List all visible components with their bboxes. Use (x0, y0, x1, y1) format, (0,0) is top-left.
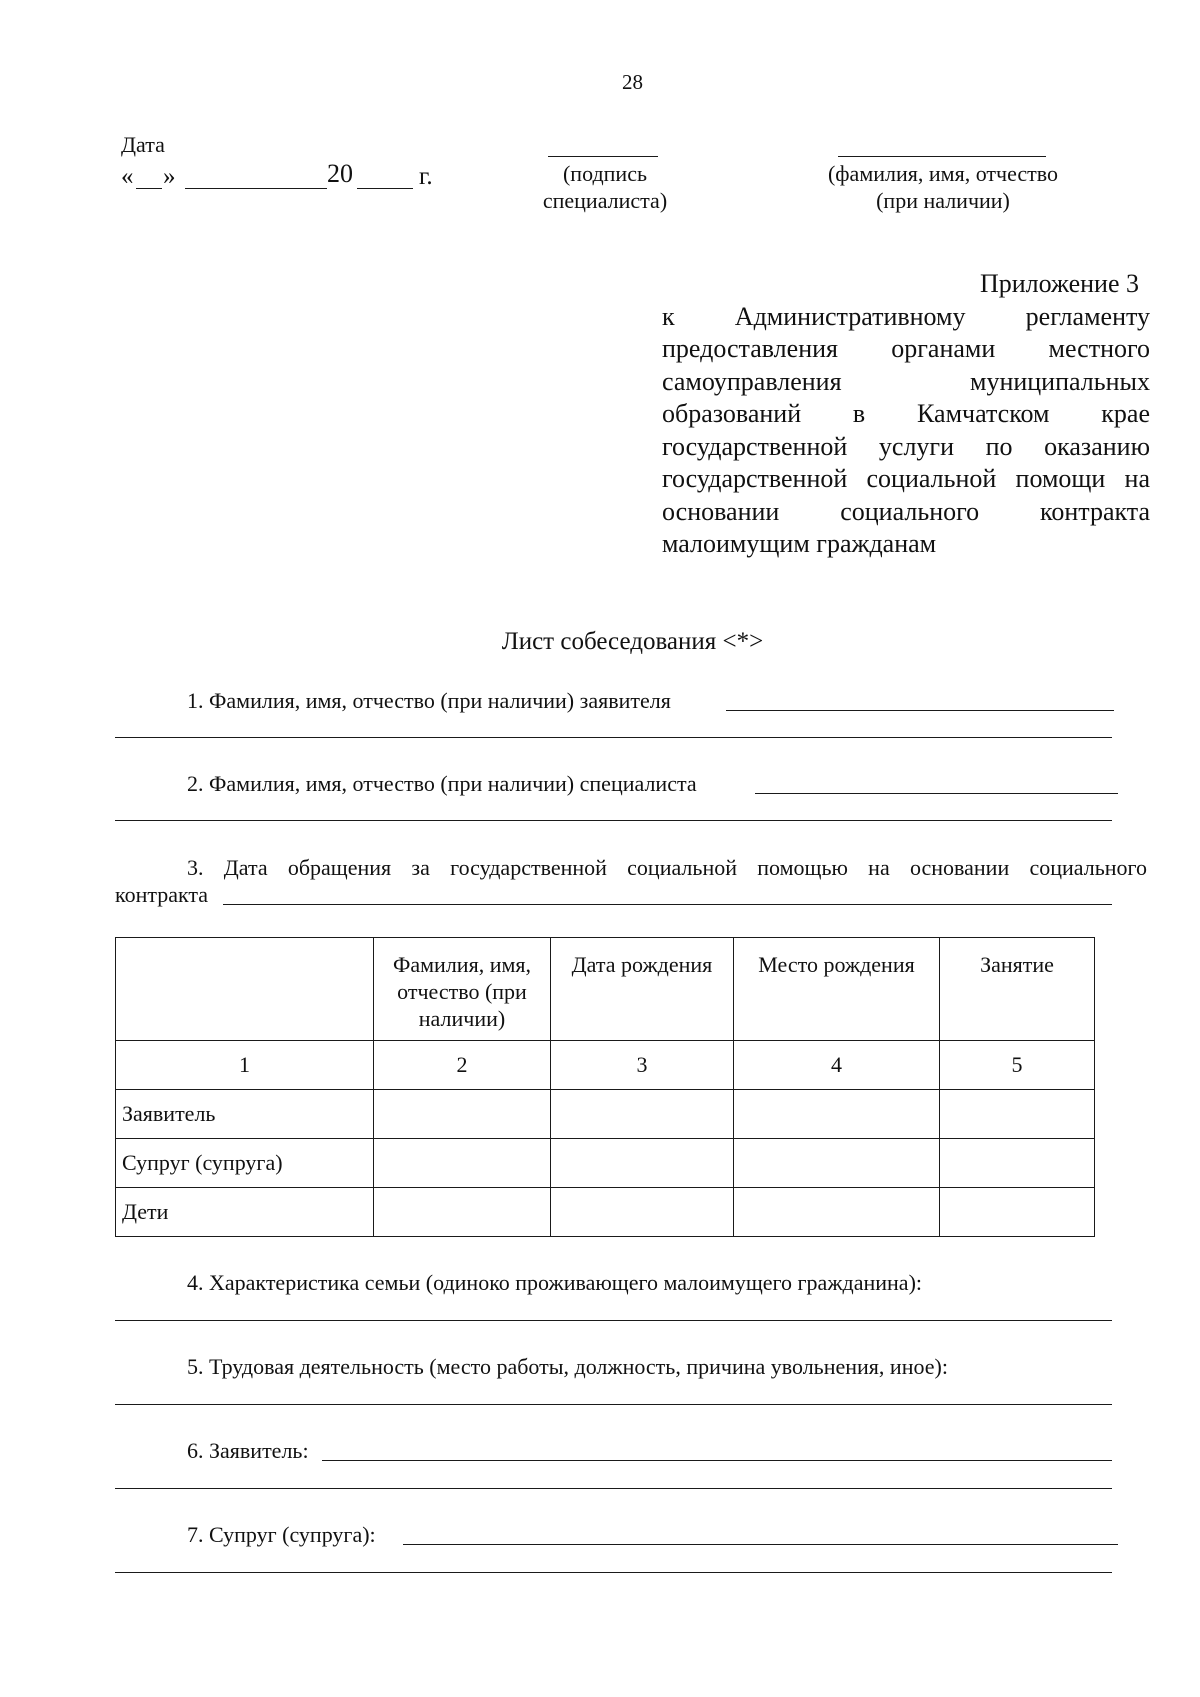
specialist-name-input[interactable] (755, 793, 1118, 794)
table-cell[interactable] (551, 1188, 734, 1237)
table-cell[interactable] (551, 1139, 734, 1188)
employment-label: 5. Трудовая деятельность (место работы, должность, причина увольнения, иное): (187, 1354, 948, 1379)
table-header-cell-1 (116, 938, 374, 1041)
date-day-input[interactable] (136, 188, 162, 189)
specialist-name-caption: (фамилия, имя, отчество (при наличии) (827, 161, 1059, 213)
specialist-signature-caption: (подпись специалиста) (542, 161, 668, 213)
request-date-input[interactable] (223, 904, 1112, 905)
table-row (116, 1139, 1095, 1188)
table-cell[interactable] (940, 1090, 1095, 1139)
spouse-label: 7. Супруг (супруга): (187, 1522, 376, 1547)
date-close-quote: » (163, 163, 176, 190)
page-number: 28 (622, 70, 643, 94)
employment-input[interactable] (115, 1404, 1112, 1405)
spouse-input[interactable] (403, 1544, 1118, 1545)
specialist-name-input-line2[interactable] (115, 820, 1112, 821)
appendix-block (662, 268, 1150, 561)
table-column-number: 3 (551, 1041, 734, 1090)
table-cell[interactable] (551, 1090, 734, 1139)
specialist-name-line[interactable] (838, 156, 1046, 157)
date-open-quote: « (121, 163, 134, 190)
table-cell[interactable] (734, 1188, 940, 1237)
table-row (116, 1090, 1095, 1139)
table-cell[interactable] (940, 1188, 1095, 1237)
appendix-title: Приложение 3 (979, 269, 1139, 298)
table-column-number: 2 (374, 1041, 551, 1090)
table-column-number: 5 (940, 1041, 1095, 1090)
family-characteristics-input[interactable] (115, 1320, 1112, 1321)
table-cell[interactable] (374, 1090, 551, 1139)
date-month-input[interactable] (185, 188, 327, 189)
specialist-name-label: 2. Фамилия, имя, отчество (при наличии) специалиста (187, 771, 697, 796)
table-cell[interactable] (940, 1139, 1095, 1188)
table-row-label: Заявитель (116, 1090, 374, 1139)
table-header-occupation: Занятие (940, 938, 1095, 1041)
form-title: Лист собеседования <*> (501, 628, 764, 655)
table-header-full-name: Фамилия, имя, отчество (при наличии) (374, 938, 551, 1041)
table-cell[interactable] (374, 1139, 551, 1188)
applicant-input-line2[interactable] (115, 1488, 1112, 1489)
family-members-table (115, 937, 1095, 1237)
applicant-name-input-line2[interactable] (115, 737, 1112, 738)
table-cell[interactable] (734, 1090, 940, 1139)
table-row-label: Дети (116, 1188, 374, 1237)
applicant-label: 6. Заявитель: (187, 1438, 309, 1463)
table-header-birth-place: Место рождения (734, 938, 940, 1041)
table-header-birth-date: Дата рождения (551, 938, 734, 1041)
table-row-label: Супруг (супруга) (116, 1139, 374, 1188)
request-date-label-cont: контракта (115, 882, 209, 907)
applicant-input[interactable] (322, 1460, 1112, 1461)
family-characteristics-label: 4. Характеристика семьи (одиноко проживающего малоимущего гражданина): (187, 1270, 923, 1295)
spouse-input-line2[interactable] (115, 1572, 1112, 1573)
applicant-name-input[interactable] (726, 710, 1114, 711)
table-cell[interactable] (374, 1188, 551, 1237)
table-row (116, 1188, 1095, 1237)
specialist-signature-line[interactable] (548, 156, 658, 157)
applicant-name-label: 1. Фамилия, имя, отчество (при наличии) заявителя (187, 688, 671, 713)
table-column-number: 1 (116, 1041, 374, 1090)
date-year-input[interactable] (357, 188, 413, 189)
table-column-number: 4 (734, 1041, 940, 1090)
appendix-text: к Административному регламенту предоставления органами местного самоуправления муниципальных образований в Камчатском крае государственной услуги по оказанию государственной социальной помощи на основании социального контракта малоимущим гражданам (662, 301, 1150, 558)
date-year-suffix: г. (419, 163, 433, 190)
table-cell[interactable] (734, 1139, 940, 1188)
request-date-label: 3. Дата обращения за государственной социальной помощью на основании социального (187, 855, 1147, 880)
date-label: Дата (121, 132, 165, 157)
date-year-prefix: 20 (327, 159, 353, 188)
